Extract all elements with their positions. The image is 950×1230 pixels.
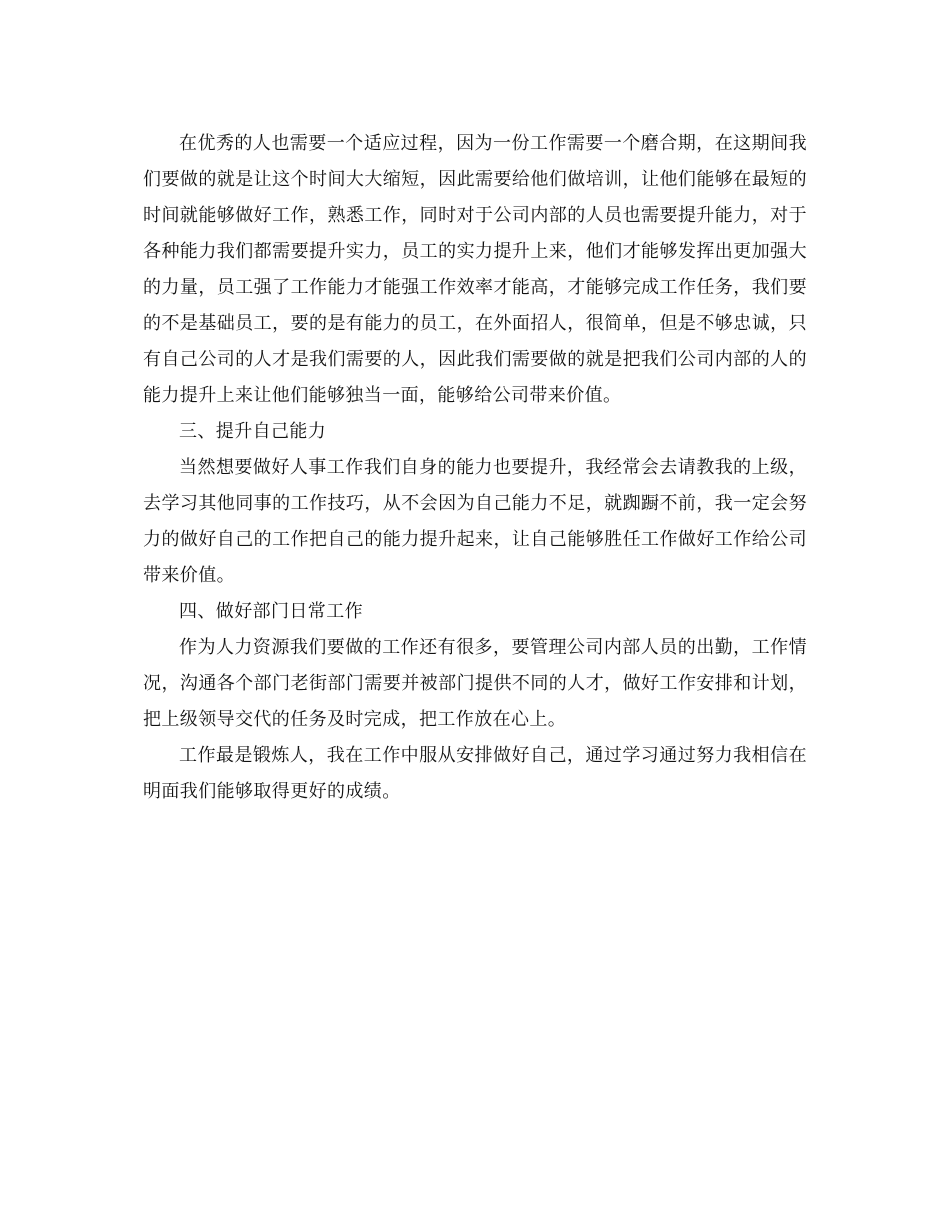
- section-heading-4: 四、做好部门日常工作: [179, 601, 363, 622]
- paragraph-conclusion: 工作最是锻炼人，我在工作中服从安排做好自己，通过学习通过努力我相信在明面我们能够取得更好的成绩。: [143, 745, 807, 802]
- paragraph-self-improvement: 当然想要做好人事工作我们自身的能力也要提升，我经常会去请教我的上级，去学习其他同事的工作技巧，从不会因为自己能力不足，就踟蹰不前，我一定会努力的做好自己的工作把自己的能力提升起来，让自己能够胜任工作做好工作给公司带来价值。: [143, 457, 807, 586]
- section-heading-3: 三、提升自己能力: [179, 421, 327, 442]
- paragraph-daily-work: 作为人力资源我们要做的工作还有很多，要管理公司内部人员的出勤，工作情况，沟通各个部门老街部门需要并被部门提供不同的人才，做好工作安排和计划，把上级领导交代的任务及时完成，把工作放在心上。: [143, 637, 807, 730]
- paragraph-training: 在优秀的人也需要一个适应过程，因为一份工作需要一个磨合期，在这期间我们要做的就是让这个时间大大缩短，因此需要给他们做培训，让他们能够在最短的时间就能够做好工作，熟悉工作，同时对于公司内部的人员也需要提升能力，对于各种能力我们都需要提升实力，员工的实力提升上来，他们才能够发挥出更加强大的力量，员工强了工作能力才能强工作效率才能高，才能够完成工作任务，我们要的不是基础员工，要的是有能力的员工，在外面招人，很简单，但是不够忠诚，只有自己公司的人才是我们需要的人，因此我们需要做的就是把我们公司内部的人的能力提升上来让他们能够独当一面，能够给公司带来价值。: [143, 133, 807, 406]
- document-body: [143, 126, 807, 810]
